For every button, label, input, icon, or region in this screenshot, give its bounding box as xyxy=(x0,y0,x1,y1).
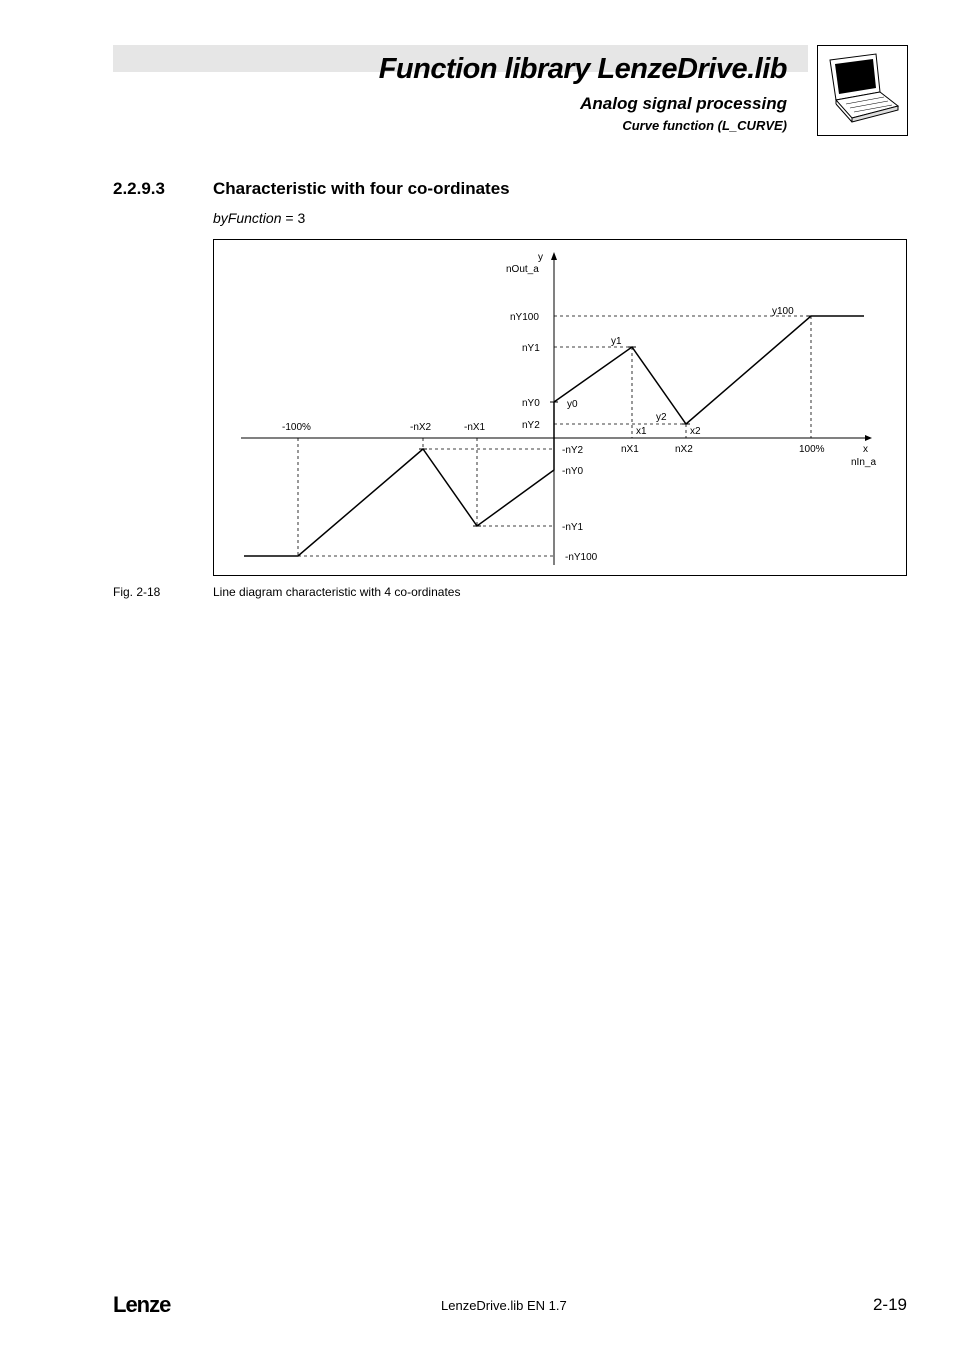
characteristic-diagram xyxy=(213,239,907,576)
point-label-y100: y100 xyxy=(772,306,794,317)
tick-100pct: 100% xyxy=(799,444,825,455)
tick-neg-nx1: -nX1 xyxy=(464,422,486,433)
figure-label: Fig. 2-18 xyxy=(113,585,161,599)
footer-document-id: LenzeDrive.lib EN 1.7 xyxy=(441,1298,567,1313)
function-parameter xyxy=(213,210,305,226)
tick-ny1: nY1 xyxy=(522,343,540,354)
tick-neg-ny1: -nY1 xyxy=(562,522,584,533)
laptop-icon xyxy=(817,45,908,136)
subchapter-title: Curve function (L_CURVE) xyxy=(622,118,787,133)
x-axis-label: x xyxy=(863,444,868,455)
tick-neg-ny2: -nY2 xyxy=(562,445,584,456)
y-axis-label: y xyxy=(538,252,543,263)
point-label-y2: y2 xyxy=(656,412,667,423)
tick-nx2: nX2 xyxy=(675,444,693,455)
parameter-value: = 3 xyxy=(281,210,306,226)
tick-neg-ny0: -nY0 xyxy=(562,466,584,477)
tick-ny0: nY0 xyxy=(522,398,540,409)
tick-ny100: nY100 xyxy=(510,312,539,323)
lenze-logo: Lenze xyxy=(113,1292,171,1317)
page-number: 2-19 xyxy=(872,1295,907,1314)
tick-neg-ny100: -nY100 xyxy=(565,552,598,563)
tick-neg-nx2: -nX2 xyxy=(410,422,432,433)
x-axis-arrow xyxy=(865,435,872,441)
tick-neg-100pct: -100% xyxy=(282,422,311,433)
point-label-x1: x1 xyxy=(636,426,647,437)
chapter-title: Analog signal processing xyxy=(580,94,787,113)
section-number: 2.2.9.3 xyxy=(113,179,165,198)
line-diagram xyxy=(214,240,906,575)
point-label-y0: y0 xyxy=(567,399,578,410)
figure-caption: Line diagram characteristic with 4 co-ordinates xyxy=(213,585,461,599)
document-title: Function library LenzeDrive.lib xyxy=(378,53,787,85)
tick-ny2: nY2 xyxy=(522,420,540,431)
point-label-x2: x2 xyxy=(690,426,701,437)
section-title: Characteristic with four co-ordinates xyxy=(213,179,510,198)
y-axis-label-signal: nOut_a xyxy=(506,264,539,275)
tick-nx1: nX1 xyxy=(621,444,639,455)
y-axis-arrow xyxy=(551,252,557,260)
point-label-y1: y1 xyxy=(611,336,622,347)
parameter-name: byFunction xyxy=(213,210,282,226)
x-axis-label-signal: nIn_a xyxy=(851,457,877,468)
